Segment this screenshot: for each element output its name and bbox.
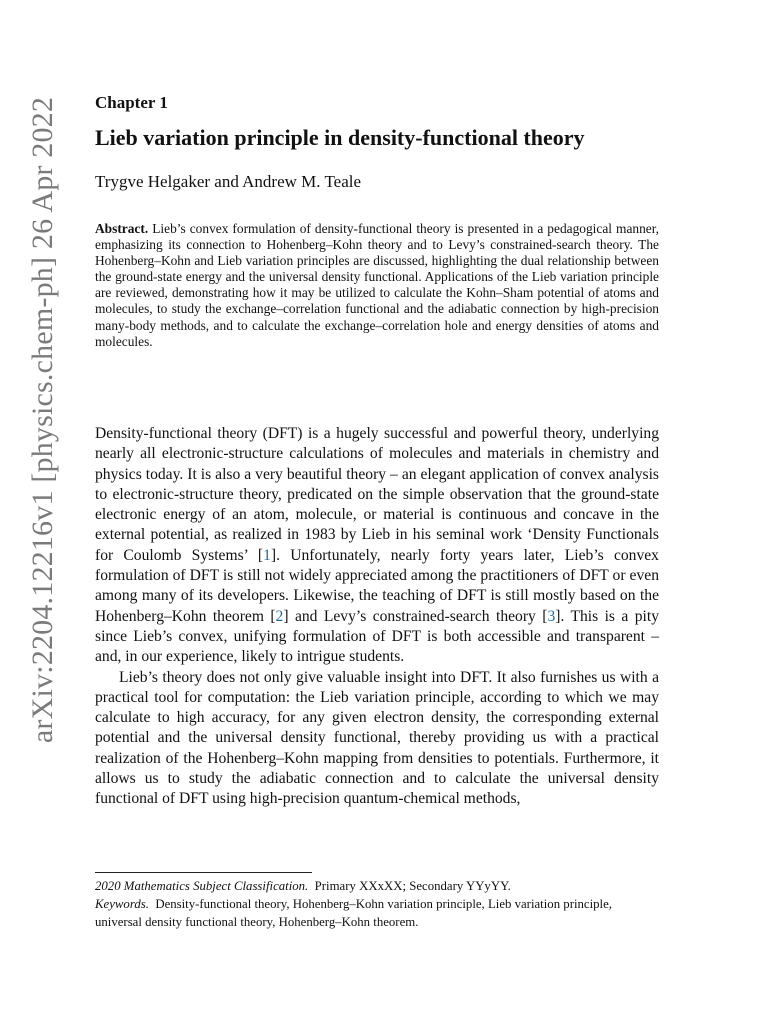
citation-link-2[interactable]: 2	[275, 607, 284, 625]
paragraph-2: Lieb’s theory does not only give valuable insight into DFT. It also furnishes us with a practical tool for computation: the Lieb variation principle, according to which we may calculate to high accuracy, for any given electron density, the corresponding external potential and the universal density functional, thereby providing us with a practical realization of the Hohenberg–Kohn mapping from densities to potentials. Furthermore, it allows us to study the adiabatic connection and to calculate the universal density functional of DFT using high-precision quantum-chemical methods,	[95, 668, 659, 808]
footnote-rule	[95, 872, 312, 873]
msc-text: Primary XXxXX; Secondary YYyYY.	[314, 879, 511, 893]
paragraph-1-part-b: ]. Unfortunately, nearly forty years later, Lieb’s convex formulation of DFT is still not widely appreciated among the practitioners of DFT or even among many of its developers. Likewise, the teaching of DFT is still mostly based on the Hohenberg–Kohn theorem [	[95, 546, 659, 625]
msc-label: 2020 Mathematics Subject Classification.	[95, 879, 309, 893]
citation-link-1[interactable]: 1	[263, 546, 271, 564]
paragraph-1-part-a: Density-functional theory (DFT) is a hugely successful and powerful theory, underlying nearly all electronic-structure calculations of molecules and materials in chemistry and physics today. It is also a very beautiful theory – an elegant application of convex analysis to electronic-structure theory, predicated on the simple observation that the ground-state electronic energy of an atom, molecule, or material is continuous and concave in the external potential, as realized in 1983 by Lieb in his seminal work ‘Density Functionals for Coulomb Systems’ [	[95, 425, 659, 564]
authors: Trygve Helgaker and Andrew M. Teale	[95, 172, 362, 191]
keywords-label: Keywords.	[95, 897, 149, 911]
abstract-text: Lieb’s convex formulation of density-functional theory is presented in a pedagogical manner, emphasizing its connection to Hohenberg–Kohn theory and to Levy’s constrained-search theory. The Hohenberg–Kohn and Lieb variation principles are discussed, highlighting the dual relationship between the ground-state energy and the universal density functional. Applications of the Lieb variation principle are reviewed, demonstrating how it may be utilized to calculate the Kohn–Sham potential of atoms and molecules, to study the exchange–correlation functional and the adiabatic connection by high-precision many-body methods, and to calculate the exchange–correlation hole and energy densities of atoms and molecules.	[95, 221, 659, 349]
paragraph-1	[95, 424, 659, 668]
paragraph-1-part-d: ]. This is a pity since Lieb’s convex, unifying formulation of DFT is both accessible and transparent – and, in our experience, likely to intrigue students.	[95, 607, 659, 666]
keywords-footnote	[95, 895, 659, 931]
chapter-label: Chapter 1	[95, 93, 168, 112]
footnotes	[95, 877, 659, 931]
paragraph-1-part-c: ] and Levy’s constrained-search theory [	[283, 607, 548, 625]
arxiv-side-stamp: arXiv:2204.12216v1 [physics.chem-ph] 26 Apr 2022	[26, 96, 59, 744]
citation-link-3[interactable]: 3	[547, 607, 556, 625]
abstract	[95, 221, 659, 350]
msc-footnote	[95, 877, 659, 895]
paper-title: Lieb variation principle in density-functional theory	[95, 125, 585, 150]
abstract-label: Abstract.	[95, 221, 149, 236]
keywords-text: Density-functional theory, Hohenberg–Kohn variation principle, Lieb variation principle, universal density functional theory, Hohenberg–Kohn theorem.	[95, 897, 612, 929]
body-text	[95, 424, 659, 810]
